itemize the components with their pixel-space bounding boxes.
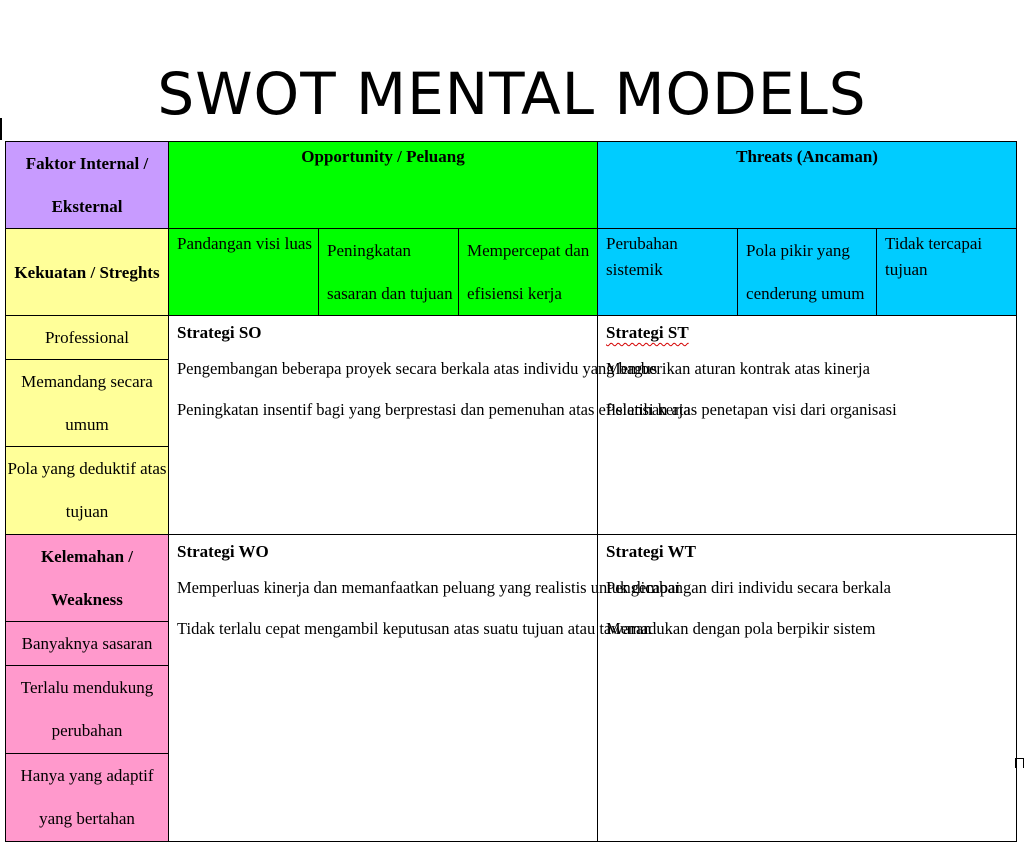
strategy-st-title: Strategi ST <box>606 323 689 342</box>
weakness-header <box>6 535 169 622</box>
opportunity-header <box>169 142 598 229</box>
strategy-wt-line: Pengembangan diri individu secara berkala <box>606 578 892 597</box>
strength-header <box>6 229 169 316</box>
threat-item <box>877 229 1017 316</box>
page-title: SWOT MENTAL MODELS <box>157 60 867 128</box>
strength-item <box>6 360 169 447</box>
strength-item <box>6 447 169 535</box>
threat-item <box>598 229 738 316</box>
opportunity-item-label: Peningkatan sasaran dan tujuan <box>327 241 453 303</box>
threats-header <box>598 142 1017 229</box>
strategy-st-cell <box>598 316 1017 535</box>
strategy-so-line: Pengembangan beberapa proyek secara berkala atas individu yang bagus <box>177 359 658 378</box>
strategy-wt-title: Strategi WT <box>606 542 696 561</box>
strategy-wo-line: Memperluas kinerja dan memanfaatkan peluang yang realistis untuk dicapai <box>177 578 681 597</box>
threat-item-label: Pola pikir yang cenderung umum <box>746 241 865 303</box>
swot-table <box>5 141 1017 842</box>
weakness-item-label: Terlalu mendukung perubahan <box>20 678 154 740</box>
corner-header <box>6 142 169 229</box>
corner-header-label: Faktor Internal / Eksternal <box>25 154 149 216</box>
threat-item-label: Perubahan sistemik <box>606 234 678 279</box>
strength-header-label: Kekuatan / Streghts <box>14 262 160 282</box>
strength-item-label: Professional <box>44 328 130 347</box>
strength-item <box>6 316 169 360</box>
weakness-item <box>6 754 169 842</box>
threat-item-label: Tidak tercapai tujuan <box>885 234 983 279</box>
strength-item-label: Pola yang deduktif atas tujuan <box>7 459 167 521</box>
strength-item-label: Memandang secara umum <box>21 372 153 434</box>
opportunity-item <box>459 229 598 316</box>
strategy-st-line: Memberikan aturan kontrak atas kinerja <box>606 359 870 378</box>
weakness-item <box>6 666 169 754</box>
strategy-st-line: Pelatihan atas penetapan visi dari organisasi <box>606 400 897 419</box>
threats-header-label: Threats (Ancaman) <box>736 147 878 166</box>
opportunity-item-label: Pandangan visi luas <box>177 234 313 253</box>
opportunity-item-label: Mempercepat dan efisiensi kerja <box>467 241 590 303</box>
weakness-item <box>6 622 169 666</box>
opportunity-item <box>169 229 319 316</box>
strategy-wo-line: Tidak terlalu cepat mengambil keputusan atas suatu tujuan atau tawaran <box>177 619 652 638</box>
opportunity-item <box>319 229 459 316</box>
strategy-so-line: Peningkatan insentif bagi yang berprestasi dan pemenuhan atas efisiensi kerja <box>177 400 691 419</box>
strategy-wt-line: Memadukan dengan pola berpikir sistem <box>606 619 876 638</box>
strategy-so-title: Strategi SO <box>177 323 262 342</box>
strategy-wo-title: Strategi WO <box>177 542 269 561</box>
weakness-item-label: Banyaknya sasaran <box>21 634 153 653</box>
weakness-item-label: Hanya yang adaptif yang bertahan <box>20 766 154 828</box>
opportunity-header-label: Opportunity / Peluang <box>301 147 465 166</box>
threat-item <box>738 229 877 316</box>
strategy-wt-cell <box>598 535 1017 842</box>
weakness-header-label: Kelemahan / Weakness <box>40 547 134 609</box>
